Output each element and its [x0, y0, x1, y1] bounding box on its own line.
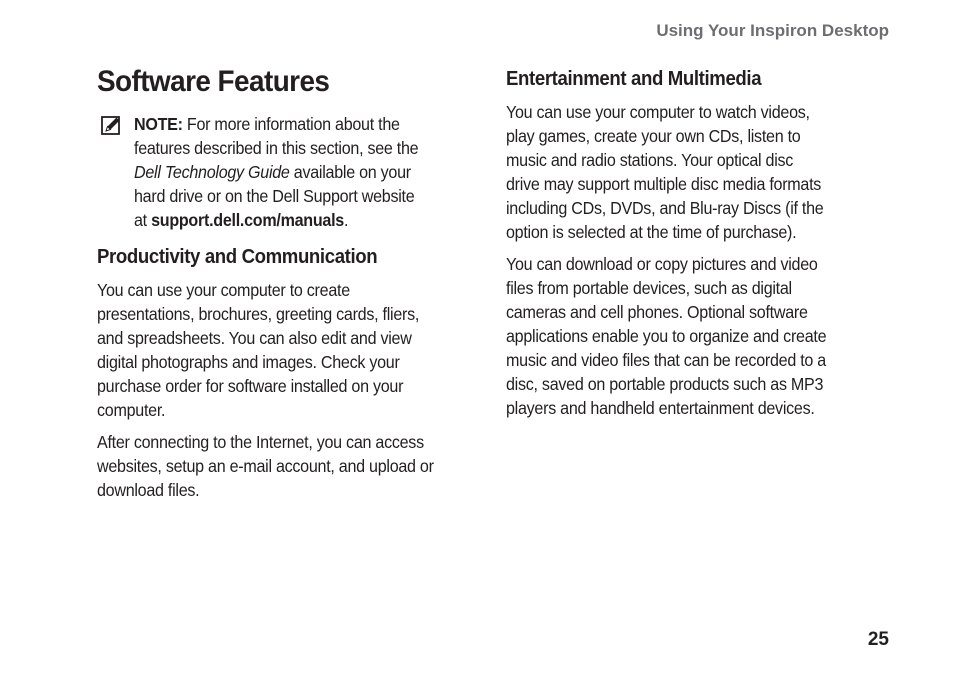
productivity-para-2: After connecting to the Internet, you can access websites, setup an e-mail account, and upload or download files.	[97, 432, 434, 500]
productivity-heading: Productivity and Communication	[97, 246, 378, 268]
running-head: Using Your Inspiron Desktop	[656, 21, 889, 40]
entertainment-para-1: You can use your computer to watch videos, play games, create your own CDs, listen to music and radio stations. Your optical disc drive may support multiple disc media formats including CDs, DVDs, and Blu-ray Discs (if the option is selected at the time of purchase).	[506, 102, 824, 242]
note-pencil-icon	[101, 115, 121, 135]
productivity-para-1: You can use your computer to create presentations, brochures, greeting cards, fliers, and spreadsheets. You can also edit and view digital photographs and images. Check your purchase order for software installed on your computer.	[97, 280, 420, 420]
note-text: NOTE: For more information about the features described in this section, see the Dell Technology Guide available on your hard drive or on the Dell Support website at support.dell.com/manuals.	[134, 114, 419, 230]
support-url: support.dell.com/manuals	[151, 210, 344, 230]
guide-title: Dell Technology Guide	[134, 162, 290, 182]
note-label: NOTE:	[134, 114, 183, 134]
right-column	[506, 66, 891, 428]
entertainment-para-2: You can download or copy pictures and video files from portable devices, such as digital cameras and cell phones. Optional software applications enable you to organize and create music and video files that can be recorded to a disc, saved on portable products such as MP3 players and handheld entertainment devices.	[506, 254, 827, 418]
left-column	[97, 64, 482, 510]
note-block	[97, 112, 482, 232]
page-number: 25	[867, 629, 889, 650]
page-title: Software Features	[97, 65, 330, 98]
entertainment-heading: Entertainment and Multimedia	[506, 68, 762, 90]
